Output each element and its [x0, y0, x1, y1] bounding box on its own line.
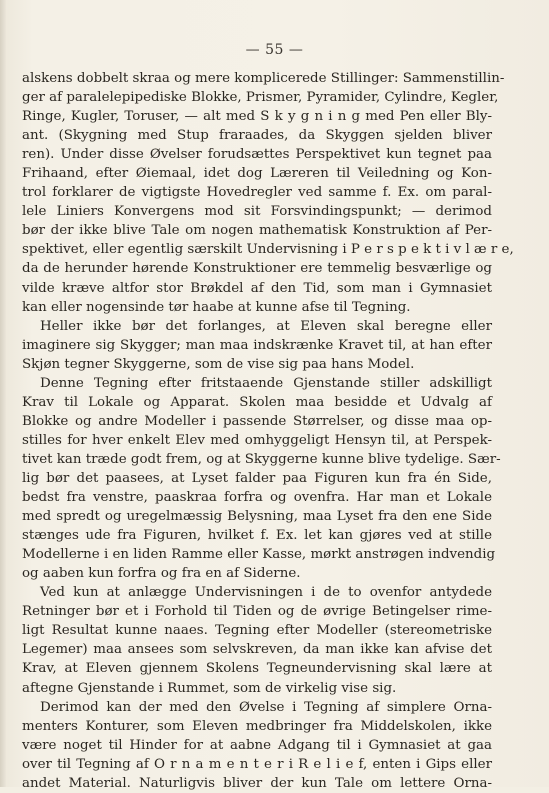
page-edge — [0, 0, 6, 787]
text-line: vilde kræve altfor stor Brøkdel af den Tid, som man i Gymnasiet — [22, 280, 492, 296]
text-line: og aaben kun forfra og fra en af Siderne. — [22, 566, 301, 582]
text-line: lig bør det paasees, at Lyset falder paa Figuren kun fra én Side, — [22, 470, 492, 486]
text-line: bør der ikke blive Tale om nogen mathematisk Konstruktion af Per- — [22, 223, 492, 239]
text-line: ant. (Skygning med Stup fraraades, da Skyggen sjelden bliver — [22, 128, 492, 144]
text-line: Krav, at Eleven gjennem Skolens Tegneundervisning skal lære at — [22, 661, 492, 677]
text-line: trol forklarer de vigtigste Hovedregler ved samme f. Ex. om paral- — [22, 185, 492, 201]
text-line: over til Tegning af O r n a m e n t e r i R e l i e f, enten i Gips eller — [22, 756, 492, 772]
text-line: stilles for hver enkelt Elev med omhyggeligt Hensyn til, at Perspek- — [22, 432, 492, 448]
text-line: Ved kun at anlægge Undervisningen i de to ovenfor antydede — [40, 585, 492, 601]
text-line: Frihaand, efter Øiemaal, idet dog Læreren til Veiledning og Kon- — [22, 166, 492, 182]
text-line: Heller ikke bør det forlanges, at Eleven skal beregne eller — [40, 318, 492, 334]
text-line: tivet kan træde godt frem, og at Skyggerne kunne blive tydelige. Sær- — [22, 451, 501, 467]
text-line: ligt Resultat kunne naaes. Tegning efter Modeller (stereometriske — [22, 623, 492, 639]
text-line: være noget til Hinder for at aabne Adgang til i Gymnasiet at gaa — [22, 737, 492, 753]
text-line: imaginere sig Skygger; man maa indskrænke Kravet til, at han efter — [22, 337, 492, 353]
text-line: ren). Under disse Øvelser forudsættes Perspektivet kun tegnet paa — [22, 147, 492, 163]
text-line: Derimod kan der med den Øvelse i Tegning af simplere Orna- — [40, 699, 492, 715]
text-line: Skjøn tegner Skyggerne, som de vise sig paa hans Model. — [22, 356, 415, 372]
text-line: ger af paralelepipediske Blokke, Prismer, Pyramider, Cylindre, Kegler, — [22, 90, 499, 106]
page-number: — 55 — — [245, 42, 304, 58]
text-line: andet Material. Naturligvis bliver der kun Tale om lettere Orna- — [22, 775, 492, 791]
text-line: bedst fra venstre, paaskraa forfra og ovenfra. Har man et Lokale — [22, 490, 492, 506]
text-line: Denne Tegning efter fritstaaende Gjenstande stiller adskilligt — [40, 375, 492, 391]
text-line: lele Liniers Konvergens mod sit Forsvindingspunkt; — derimod — [22, 204, 492, 220]
text-line: Krav til Lokale og Apparat. Skolen maa besidde et Udvalg af — [22, 394, 492, 410]
text-line: spektivet, eller egentlig særskilt Undervisning i P e r s p e k t i v l æ r e, — [22, 242, 514, 258]
text-line: aftegne Gjenstande i Rummet, som de virkelig vise sig. — [22, 680, 397, 696]
text-line: da de herunder hørende Konstruktioner ere temmelig besværlige og — [22, 261, 492, 277]
text-line: Modellerne i en liden Ramme eller Kasse, mørkt anstrøgen indvendig — [22, 547, 496, 563]
text-line: alskens dobbelt skraa og mere komplicerede Stillinger: Sammenstillin- — [22, 71, 505, 86]
text-line: med spredt og uregelmæssig Belysning, maa Lyset fra den ene Side — [22, 509, 492, 525]
text-line: Ringe, Kugler, Toruser, — alt med S k y g n i n g med Pen eller Bly- — [22, 109, 492, 125]
text-line: kan eller nogensinde tør haabe at kunne afse til Tegning. — [22, 299, 411, 315]
text-line: Retninger bør et i Forhold til Tiden og de øvrige Betingelser rime- — [22, 604, 492, 620]
text-line: Blokke og andre Modeller i passende Størrelser, og disse maa op- — [22, 413, 492, 429]
text-line: menters Konturer, som Eleven medbringer fra Middelskolen, ikke — [22, 718, 492, 734]
body-text — [22, 69, 514, 793]
text-line: stænges ude fra Figuren, hvilket f. Ex. let kan gjøres ved at stille — [22, 528, 492, 544]
text-line: Legemer) maa ansees som selvskreven, da man ikke kan afvise det — [22, 642, 492, 658]
